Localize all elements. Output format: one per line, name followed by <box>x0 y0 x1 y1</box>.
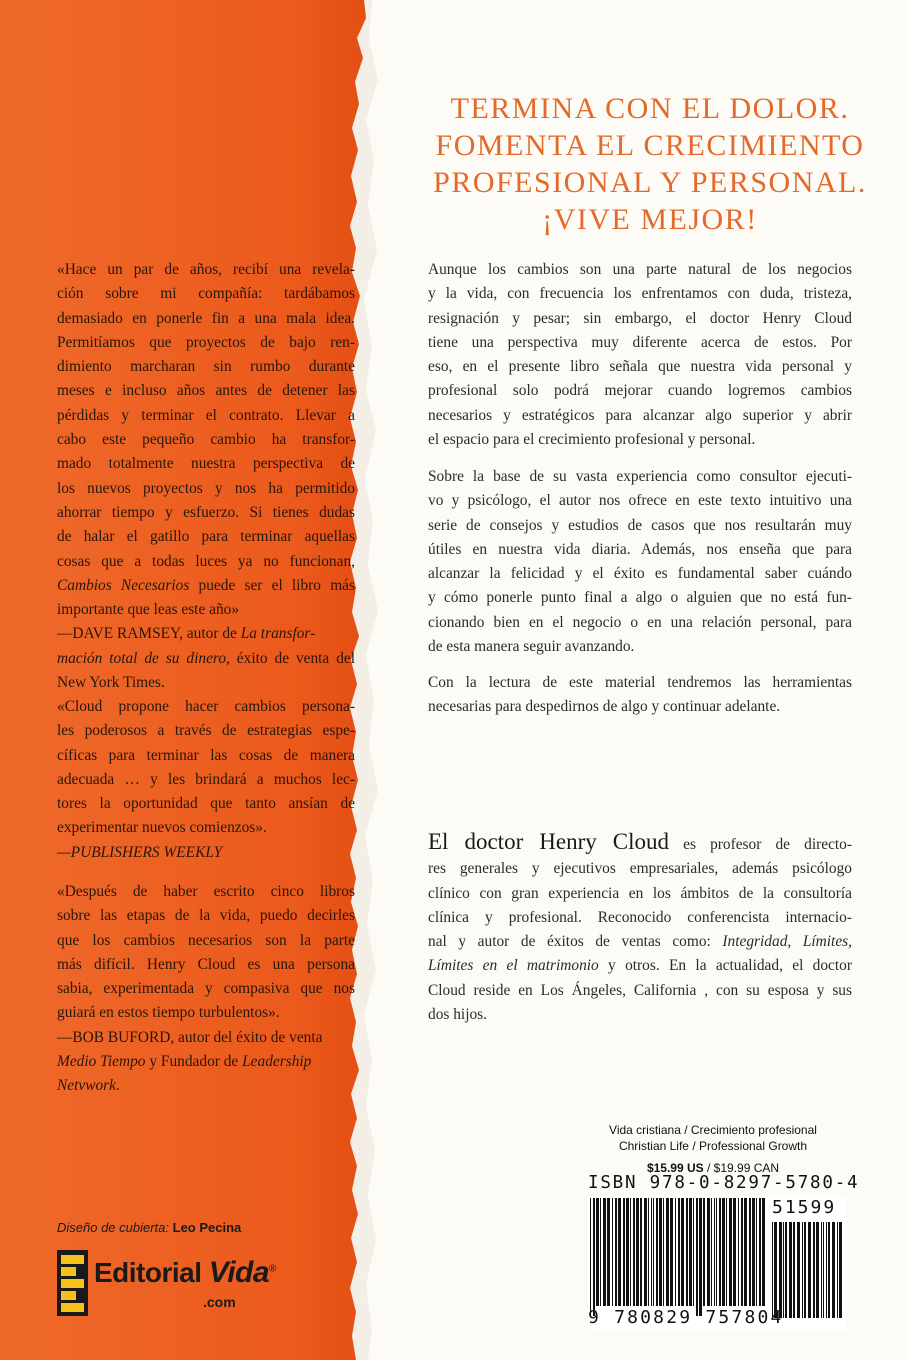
barcode-bar <box>686 1198 688 1306</box>
headline-line: ¡VIVE MEJOR! <box>542 203 758 236</box>
description-line: eso, en el presente libro señala que nuestra vida personal y <box>428 358 852 376</box>
barcode-bar <box>804 1222 806 1318</box>
endorsement-line: mado totalmente nuestra perspectiva de <box>57 455 355 473</box>
endorsement-ramsey-closing: importante que leas este año» <box>57 601 240 619</box>
endorsement-publishers-weekly <box>57 695 355 865</box>
barcode-bar <box>808 1222 811 1318</box>
barcode-bar <box>663 1198 664 1306</box>
description-line: cionando bien en el negocio o en una relación personal, para <box>428 613 852 631</box>
author-bio-line: Cloud reside en Los Ángeles, California , con su esposa y sus <box>428 981 852 999</box>
barcode-bar <box>828 1222 830 1318</box>
barcode-bar <box>729 1198 732 1306</box>
barcode-bar <box>797 1222 800 1318</box>
author-bio-line: Límites en el matrimonio y otros. En la actualidad, el doctor <box>428 957 852 975</box>
barcode-bar <box>759 1198 761 1306</box>
headline-line: PROFESIONAL Y PERSONAL. <box>433 166 867 199</box>
barcode-bar <box>813 1222 815 1318</box>
description-paragraph-1 <box>428 258 852 452</box>
barcode-bar <box>738 1198 739 1306</box>
barcode-bar <box>821 1222 822 1318</box>
description-line: y cómo ponerle punto final a algo o alguien que no está fun- <box>428 589 852 607</box>
barcode-bar <box>741 1198 743 1306</box>
barcode-bar <box>783 1222 784 1318</box>
endorsement-line: guiará en estos tiempo turbulentos». <box>57 1004 280 1022</box>
description-line: útiles en nuestra vida diaria. Además, nos enseña que para <box>428 540 852 558</box>
description-paragraph-3 <box>428 671 852 720</box>
description-line: Con la lectura de este material tendremos las herramientas <box>428 674 852 691</box>
designer-name: Leo Pecina <box>172 1220 242 1235</box>
attribution-buford-3: Netvwork. <box>57 1077 120 1095</box>
barcode-bar <box>716 1198 717 1306</box>
endorsement-line: dimiento marcharan sin rumbo durante <box>57 358 355 376</box>
endorsement-line: cíficas para terminar las cosas de manera <box>57 746 355 764</box>
endorsement-ramsey-text <box>57 258 355 574</box>
barcode-bar <box>826 1222 827 1318</box>
publisher-logo-icon <box>57 1250 88 1316</box>
headline-line: TERMINA CON EL DOLOR. <box>450 92 850 125</box>
description-paragraph-2 <box>428 465 852 659</box>
barcode-bar <box>837 1222 838 1318</box>
barcode-bar <box>839 1222 842 1318</box>
endorsement-ramsey <box>57 258 355 695</box>
author-name: El doctor Henry Cloud <box>428 829 669 854</box>
barcode-bar <box>816 1222 819 1318</box>
design-credit: Diseño de cubierta: Leo Pecina <box>57 1220 242 1235</box>
barcode-bar <box>612 1198 613 1306</box>
endorsement-line: sabia, experimentada y compasiva que nos <box>57 980 355 998</box>
barcode-bar <box>756 1198 757 1306</box>
endorsement-line: meses e incluso años antes de detener las <box>57 382 355 400</box>
barcode-bar <box>603 1198 606 1306</box>
description-line: alcanzar la felicidad y el éxito es fundamental saber cuándo <box>428 565 852 583</box>
endorsement-line: experimentar nuevos comienzos». <box>57 819 267 837</box>
barcode-bar <box>653 1198 654 1306</box>
author-bio-line: clínica y profesional. Reconocido conferencista internacio- <box>428 908 852 926</box>
description-line: y la vida, con frecuencia los enfrentamos con duda, tristeza, <box>428 285 852 303</box>
barcode-bar <box>626 1198 629 1306</box>
barcode-bar <box>600 1198 601 1306</box>
barcode-bar <box>670 1198 673 1306</box>
barcode-bar <box>678 1198 680 1306</box>
barcode-bar <box>675 1198 676 1306</box>
categories <box>560 1122 866 1154</box>
endorsement-line: demasiado en ponerle fin a una mala idea. <box>57 309 355 327</box>
author-bio-line: El doctor Henry Cloud es profesor de directo- <box>428 829 852 854</box>
barcode-bar <box>785 1222 787 1318</box>
barcode-bar <box>703 1198 705 1306</box>
barcode-bar <box>689 1198 692 1306</box>
description-line: resignación y pesar; sin embargo, el doctor Henry Cloud <box>428 309 852 327</box>
barcode-bar <box>749 1198 751 1306</box>
endorsement-buford <box>57 880 355 1099</box>
barcode-bar <box>651 1198 652 1306</box>
endorsement-line: cosas que a todas luces ya no funcionan, <box>57 552 355 570</box>
endorsement-line: de halar el gatillo para terminar aquellas <box>57 528 355 546</box>
barcode-bar <box>744 1198 747 1306</box>
description-line: necesarias para despedirnos de algo y continuar adelante. <box>428 698 781 716</box>
endorsement-ramsey-title-line: Cambios Necesarios puede ser el libro más <box>57 576 355 594</box>
price-can: $19.99 CAN <box>713 1161 780 1175</box>
attribution-buford: —BOB BUFORD, autor del éxito de venta <box>57 1028 323 1046</box>
description-line: el espacio para el crecimiento profesional y personal. <box>428 431 756 449</box>
endorsement-line: pérdidas y terminar el contrato. Llevar a <box>57 406 355 424</box>
barcode-bar <box>693 1198 694 1306</box>
barcode-bar <box>762 1198 765 1306</box>
barcode-bar <box>711 1198 712 1306</box>
endorsement-pw-text <box>57 695 355 841</box>
barcode-bar <box>596 1198 599 1306</box>
endorsement-line: más difícil. Henry Cloud es una persona <box>57 955 355 973</box>
headline <box>400 90 900 238</box>
barcode-bar <box>774 1222 777 1318</box>
description-line: Aunque los cambios son una parte natural de los negocios <box>428 261 852 278</box>
barcode-bar <box>696 1198 698 1316</box>
barcode-bar <box>699 1198 702 1316</box>
author-bio <box>428 830 852 1027</box>
barcode-bar <box>707 1198 710 1306</box>
barcode-bar <box>640 1198 642 1306</box>
barcode-bar <box>666 1198 669 1306</box>
barcode-bar <box>733 1198 736 1306</box>
attribution-ramsey-3: New York Times. <box>57 674 165 692</box>
endorsement-line: «Cloud propone hacer cambios persona- <box>57 698 355 715</box>
description-line: serie de consejos y estudios de casos que nos resultarán muy <box>428 516 852 534</box>
endorsement-line: «Después de haber escrito cinco libros <box>57 883 355 900</box>
publisher-name: Editorial Vida® <box>94 1256 276 1289</box>
endorsement-line: ahorrar tiempo y esfuerzo. Si tienes dudas <box>57 503 355 521</box>
barcode-bar <box>719 1198 721 1306</box>
price-us: $15.99 US <box>646 1161 704 1175</box>
attribution-buford-2: Medio Tiempo y Fundador de Leadership <box>57 1053 312 1071</box>
description-line: Sobre la base de su vasta experiencia como consultor ejecuti- <box>428 468 852 485</box>
barcode-bar <box>630 1198 631 1306</box>
endorsement-line: tores la oportunidad que tanto ansían de <box>57 795 355 813</box>
category-english: Christian Life / Professional Growth <box>618 1139 808 1153</box>
author-bio-line: nal y autor de éxitos de ventas como: Integridad, Límites, <box>428 933 852 951</box>
endorsement-buford-text <box>57 880 355 1026</box>
headline-line: FOMENTA EL CRECIMIENTO <box>435 129 865 162</box>
barcode-bar <box>618 1198 621 1306</box>
barcode-bar <box>636 1198 639 1306</box>
barcode-bar <box>615 1198 617 1306</box>
endorsement-line: los nuevos proyectos y nos ha permitido <box>57 479 355 497</box>
category-spanish: Vida cristiana / Crecimiento profesional <box>609 1123 817 1137</box>
price: $15.99 US / $19.99 CAN <box>646 1161 780 1175</box>
description-line: de esta manera seguir avanzando. <box>428 638 635 656</box>
endorsement-line: ción sobre mi compañía: tardábamos <box>57 285 355 303</box>
barcode-bar <box>752 1198 755 1306</box>
isbn-text: ISBN 978-0-8297-5780-4 <box>588 1173 860 1193</box>
price-code: 51599 <box>772 1197 837 1218</box>
barcode-bar <box>681 1198 684 1306</box>
author-bio-line: res generales y ejecutivos empresariales, además psicólogo <box>428 860 852 878</box>
description-line: vo y psicólogo, el autor nos ofrece en este texto intuitivo una <box>428 492 852 510</box>
endorsement-line: cabo este pequeño cambio ha transfor- <box>57 431 355 449</box>
barcode-bar <box>789 1222 792 1318</box>
publisher-logo <box>57 1250 317 1316</box>
endorsement-line: «Hace un par de años, recibí una revela- <box>57 261 355 278</box>
endorsement-line: sobre las etapas de la vida, puedo decirles <box>57 907 355 925</box>
barcode-bar <box>623 1198 625 1306</box>
barcode-bar <box>823 1222 824 1318</box>
author-bio-line: clínico con gran experiencia en los ámbitos de la consultoría <box>428 884 852 902</box>
attribution-pw: —PUBLISHERS WEEKLY <box>57 843 223 861</box>
endorsement-line: Permitíamos que proyectos de bajo ren- <box>57 333 355 351</box>
attribution-ramsey-2: mación total de su dinero, éxito de venta del <box>57 649 355 667</box>
barcode-bar <box>772 1222 773 1318</box>
book-title: Cambios Necesarios <box>57 576 190 594</box>
endorsement-line: les poderosos a través de estrategias espe- <box>57 722 355 740</box>
barcode-bar <box>793 1222 795 1318</box>
barcode-bar <box>726 1198 727 1306</box>
description-line: tiene una perspectiva muy diferente acerca de estos. Por <box>428 333 852 351</box>
barcode-bar <box>779 1222 782 1318</box>
barcode-bar <box>607 1198 610 1306</box>
endorsement-line: adecuada … y les brindará a muchos lec- <box>57 770 355 788</box>
barcode-bar <box>633 1198 635 1306</box>
description-line: necesarios y estratégicos para alcanzar algo superior y abrir <box>428 406 852 424</box>
barcode-bar <box>659 1198 662 1306</box>
barcode-bar <box>832 1222 835 1318</box>
barcode-bar <box>802 1222 803 1318</box>
barcode-bar <box>722 1198 725 1306</box>
barcode-bar <box>714 1198 715 1306</box>
author-bio-line: dos hijos. <box>428 1006 488 1024</box>
endorsement-line: que los cambios necesarios son la parte <box>57 931 355 949</box>
barcode-bar <box>593 1198 595 1316</box>
barcode-bar <box>590 1198 591 1316</box>
barcode-bar <box>656 1198 658 1306</box>
publisher-domain: .com <box>203 1294 236 1310</box>
attribution-ramsey: —DAVE RAMSEY, autor de La transfor- <box>57 625 316 643</box>
barcode-bar <box>648 1198 649 1306</box>
ean-digits: 9 780829 757804 <box>588 1307 784 1328</box>
barcode-bar <box>644 1198 647 1306</box>
description-line: profesional solo podrá mejorar cuando logremos cambios <box>428 382 852 400</box>
